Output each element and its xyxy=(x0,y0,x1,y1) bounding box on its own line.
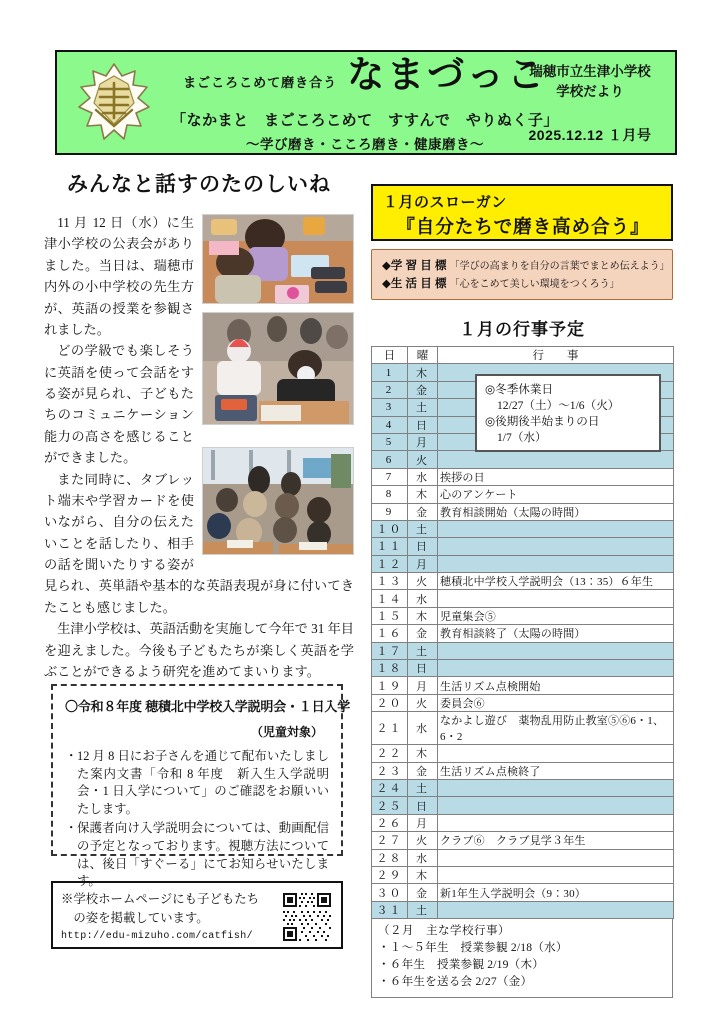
february-item: ・６年生を送る会 2/27（金） xyxy=(378,974,533,988)
cell-day-of-week: 水 xyxy=(408,712,438,745)
table-row xyxy=(372,866,674,883)
note-line: 12/27（土）〜1/6（火） xyxy=(497,398,620,412)
cell-event: クラブ⑥ クラブ見学３年生 xyxy=(438,832,674,849)
table-row xyxy=(372,762,674,779)
cell-day-of-week: 木 xyxy=(408,486,438,503)
school-name-line1: 瑞穂市立生津小学校 xyxy=(529,64,651,79)
table-row xyxy=(372,745,674,762)
calendar-wrapper xyxy=(371,346,673,919)
cell-day: １０ xyxy=(372,520,408,537)
cell-day-of-week: 月 xyxy=(408,814,438,831)
cell-day-of-week: 日 xyxy=(408,660,438,677)
cell-event: 教育相談開始（太陽の時間） xyxy=(438,503,674,520)
table-row xyxy=(372,642,674,659)
cell-day-of-week: 火 xyxy=(408,832,438,849)
table-row xyxy=(372,884,674,901)
cell-day: ３１ xyxy=(372,901,408,918)
school-motto-line1: 「なかまと まごころこめて すすんで やりぬく子」 xyxy=(171,112,559,129)
table-row xyxy=(372,625,674,642)
cell-day: ２９ xyxy=(372,866,408,883)
table-row xyxy=(372,901,674,918)
diamond-bullet-icon: ◆ xyxy=(382,260,391,272)
cell-event: 児童集会⑤ xyxy=(438,607,674,624)
cell-day: １６ xyxy=(372,625,408,642)
cell-event xyxy=(438,901,674,918)
masthead-title: なまづっこ xyxy=(347,54,547,95)
cell-day: ２２ xyxy=(372,745,408,762)
cell-day-of-week: 土 xyxy=(408,399,438,416)
cell-event xyxy=(438,797,674,814)
cell-event: 委員会⑥ xyxy=(438,694,674,711)
classroom-photo-3 xyxy=(202,447,354,555)
cell-day-of-week: 金 xyxy=(408,762,438,779)
cell-day: ２５ xyxy=(372,797,408,814)
cell-day: 5 xyxy=(372,433,408,450)
table-row xyxy=(372,660,674,677)
goal-row-study xyxy=(382,257,670,275)
notice-item-text: 保護者向け入学説明会については、動画配信の予定となっております。視聴方法については、後日「すぐーる」にてお知らせいたします。 xyxy=(77,821,329,889)
table-row xyxy=(372,520,674,537)
article-paragraph: 生津小学校は、英語活動を実施して今年で 31 年目を迎えました。今後も子どもたちが楽しく英語を学ぶことができるよう研究を進めてまいります。 xyxy=(44,621,354,679)
cell-day-of-week: 木 xyxy=(408,607,438,624)
table-row xyxy=(372,486,674,503)
cell-day-of-week: 日 xyxy=(408,538,438,555)
cell-day-of-week: 木 xyxy=(408,364,438,381)
diamond-bullet-icon: ◆ xyxy=(382,278,391,291)
cell-day-of-week: 金 xyxy=(408,625,438,642)
cell-day: ２０ xyxy=(372,694,408,711)
article-column xyxy=(44,168,354,682)
cell-day-of-week: 火 xyxy=(408,451,438,468)
cell-day: 1 xyxy=(372,364,408,381)
qr-code-icon[interactable] xyxy=(281,891,333,943)
cell-day: １９ xyxy=(372,677,408,694)
table-row xyxy=(372,538,674,555)
goal-quote: 「心をこめて美しい環境をつくろう」 xyxy=(449,279,620,291)
table-row xyxy=(372,573,674,590)
cell-event: 生活リズム点検開始 xyxy=(438,677,674,694)
cell-day-of-week: 金 xyxy=(408,503,438,520)
goal-label: 生 活 目 標 xyxy=(390,278,447,291)
table-row xyxy=(372,503,674,520)
table-row xyxy=(372,832,674,849)
monthly-slogan-box xyxy=(371,184,673,241)
table-row xyxy=(372,590,674,607)
cell-day-of-week: 金 xyxy=(408,381,438,398)
cell-day: 4 xyxy=(372,416,408,433)
bullet-icon: ・ xyxy=(65,821,78,836)
cell-day: ３０ xyxy=(372,884,408,901)
table-row xyxy=(372,677,674,694)
february-item: ・１〜５年生 授業参観 2/18（水） xyxy=(378,941,568,955)
list-item xyxy=(65,748,329,818)
cell-day-of-week: 土 xyxy=(408,642,438,659)
right-column xyxy=(371,184,673,998)
cell-day-of-week: 木 xyxy=(408,866,438,883)
school-motto-line2: 〜学び磨き・こころ磨き・健康磨き〜 xyxy=(246,137,484,152)
cell-day: １４ xyxy=(372,590,408,607)
masthead-subtitle: まごころこめて磨き合う xyxy=(183,75,338,90)
table-row xyxy=(372,779,674,796)
calendar-title: １月の行事予定 xyxy=(459,320,585,339)
table-header-row xyxy=(372,347,674,364)
cell-event: 挨拶の日 xyxy=(438,468,674,485)
cell-event xyxy=(438,555,674,572)
issuer-block xyxy=(515,62,665,145)
cell-day-of-week: 金 xyxy=(408,884,438,901)
note-line: 1/7（水） xyxy=(497,430,547,444)
cell-event xyxy=(438,745,674,762)
cell-day: 3 xyxy=(372,399,408,416)
notice-item-list xyxy=(65,748,329,891)
cell-event: なかよし遊び 薬物乱用防止教室⑤⑥6・1、6・2 xyxy=(438,712,674,745)
page-title: みんなと話すのたのしいね xyxy=(67,173,331,196)
cell-day-of-week: 日 xyxy=(408,416,438,433)
cell-day: １３ xyxy=(372,573,408,590)
cell-event: 新1年生入学説明会（9：30） xyxy=(438,884,674,901)
notice-item-text: 12 月 8 日にお子さんを通じて配布いたしました案内文書「令和 8 年度 新入生入学説明会・1 日入学について」のご確認をお願いいたします。 xyxy=(77,749,329,816)
cell-event xyxy=(438,538,674,555)
table-row xyxy=(372,451,674,468)
note-line: ◎後期後半始まりの日 xyxy=(485,414,600,428)
cell-day: ２６ xyxy=(372,814,408,831)
table-row xyxy=(372,555,674,572)
school-crest-icon xyxy=(69,58,159,150)
notice-heading: 〇令和８年度 穂積北中学校入学説明会・１日入学 xyxy=(65,699,351,714)
cell-day-of-week: 火 xyxy=(408,573,438,590)
article-paragraph: どの学級でも楽しそうに英語を使って会話をする姿が見られ、子どもたちのコミュニケーション能力の高さを感じることができました。 xyxy=(44,343,194,466)
cell-day: ２７ xyxy=(372,832,408,849)
goal-quote: 「学びの高まりを自分の言葉でまとめ伝えよう」 xyxy=(449,261,670,272)
homepage-url[interactable]: http://edu-mizuho.com/catfish/ xyxy=(61,931,254,943)
table-row xyxy=(372,468,674,485)
cell-day: １２ xyxy=(372,555,408,572)
article-photo-stack xyxy=(202,214,354,555)
cell-event xyxy=(438,660,674,677)
cell-day: １５ xyxy=(372,607,408,624)
monthly-goals-box xyxy=(371,249,673,300)
cell-day: １７ xyxy=(372,642,408,659)
cell-event xyxy=(438,642,674,659)
goal-label: 学 習 目 標 xyxy=(390,260,447,272)
february-item: ・６年生 授業参観 2/19（木） xyxy=(378,957,545,971)
article-paragraph: 11 月 12 日（水）に生津小学校の公表会がありました。当日は、瑞穂市内外の小中学校の先生方が、英語の授業を参観されました。 xyxy=(44,215,194,337)
cell-day-of-week: 水 xyxy=(408,849,438,866)
goal-row-life xyxy=(382,275,662,293)
cell-day-of-week: 水 xyxy=(408,468,438,485)
issue-date: 2025.12.12 １月号 xyxy=(528,127,652,144)
cell-day-of-week: 月 xyxy=(408,555,438,572)
cell-day-of-week: 月 xyxy=(408,677,438,694)
table-row xyxy=(372,694,674,711)
cell-event: 穂積北中学校入学説明会（13：35）６年生 xyxy=(438,573,674,590)
cell-event xyxy=(438,451,674,468)
column-header-day: 日 xyxy=(372,347,408,364)
homepage-line1: ※学校ホームページにも子どもたち xyxy=(61,892,260,906)
slogan-label: １月のスローガン xyxy=(383,194,507,211)
february-events-box xyxy=(371,919,673,998)
cell-day-of-week: 土 xyxy=(408,520,438,537)
cell-day-of-week: 日 xyxy=(408,797,438,814)
column-header-event: 行 事 xyxy=(438,347,674,364)
table-row xyxy=(372,607,674,624)
article-paragraph: また同時に、タブレット端末や学習カードを使いながら、自分の伝えたいことを話したり、相手の話を聞いたりする姿が見られ、英単語や基本的な英語表現が身に付いてきたことも感じました。 xyxy=(44,471,354,615)
school-name-line2: 学校だより xyxy=(556,83,624,99)
cell-event xyxy=(438,520,674,537)
cell-day: 8 xyxy=(372,486,408,503)
cell-day-of-week: 月 xyxy=(408,433,438,450)
cell-day: ２８ xyxy=(372,849,408,866)
bullet-icon: ・ xyxy=(65,749,78,763)
february-heading: （２月 主な学校行事） xyxy=(378,924,510,938)
cell-day-of-week: 土 xyxy=(408,901,438,918)
cell-event: 生活リズム点検終了 xyxy=(438,762,674,779)
notice-subheading: （児童対象） xyxy=(250,725,323,739)
note-line: ◎冬季休業日 xyxy=(485,383,554,396)
homepage-box xyxy=(51,881,343,949)
classroom-photo-2 xyxy=(202,312,354,425)
cell-event: 教育相談終了（太陽の時間） xyxy=(438,625,674,642)
cell-day-of-week: 火 xyxy=(408,694,438,711)
article-body xyxy=(44,212,354,682)
classroom-photo-1 xyxy=(202,214,354,304)
cell-day: 6 xyxy=(372,451,408,468)
cell-event xyxy=(438,779,674,796)
cell-event: 心のアンケート xyxy=(438,486,674,503)
table-row xyxy=(372,797,674,814)
cell-event xyxy=(438,849,674,866)
cell-day-of-week: 水 xyxy=(408,590,438,607)
homepage-line2: の姿を掲載しています。 xyxy=(73,910,209,925)
cell-day: ２４ xyxy=(372,779,408,796)
header-banner xyxy=(55,50,677,155)
cell-day-of-week: 土 xyxy=(408,779,438,796)
cell-event xyxy=(438,814,674,831)
cell-day: ２３ xyxy=(372,762,408,779)
winter-break-note xyxy=(475,374,661,452)
column-header-dow: 曜 xyxy=(408,347,438,364)
cell-day: 9 xyxy=(372,503,408,520)
table-row xyxy=(372,712,674,745)
cell-day: 2 xyxy=(372,381,408,398)
cell-event xyxy=(438,866,674,883)
cell-day: １８ xyxy=(372,660,408,677)
slogan-text: 『自分たちで磨き高め合う』 xyxy=(396,216,650,237)
entrance-info-notice xyxy=(51,684,351,889)
cell-day-of-week: 木 xyxy=(408,745,438,762)
cell-day: ２１ xyxy=(372,712,408,745)
masthead-block xyxy=(165,56,565,153)
table-row xyxy=(372,814,674,831)
cell-event xyxy=(438,590,674,607)
cell-day: １１ xyxy=(372,538,408,555)
table-row xyxy=(372,849,674,866)
cell-day: 7 xyxy=(372,468,408,485)
